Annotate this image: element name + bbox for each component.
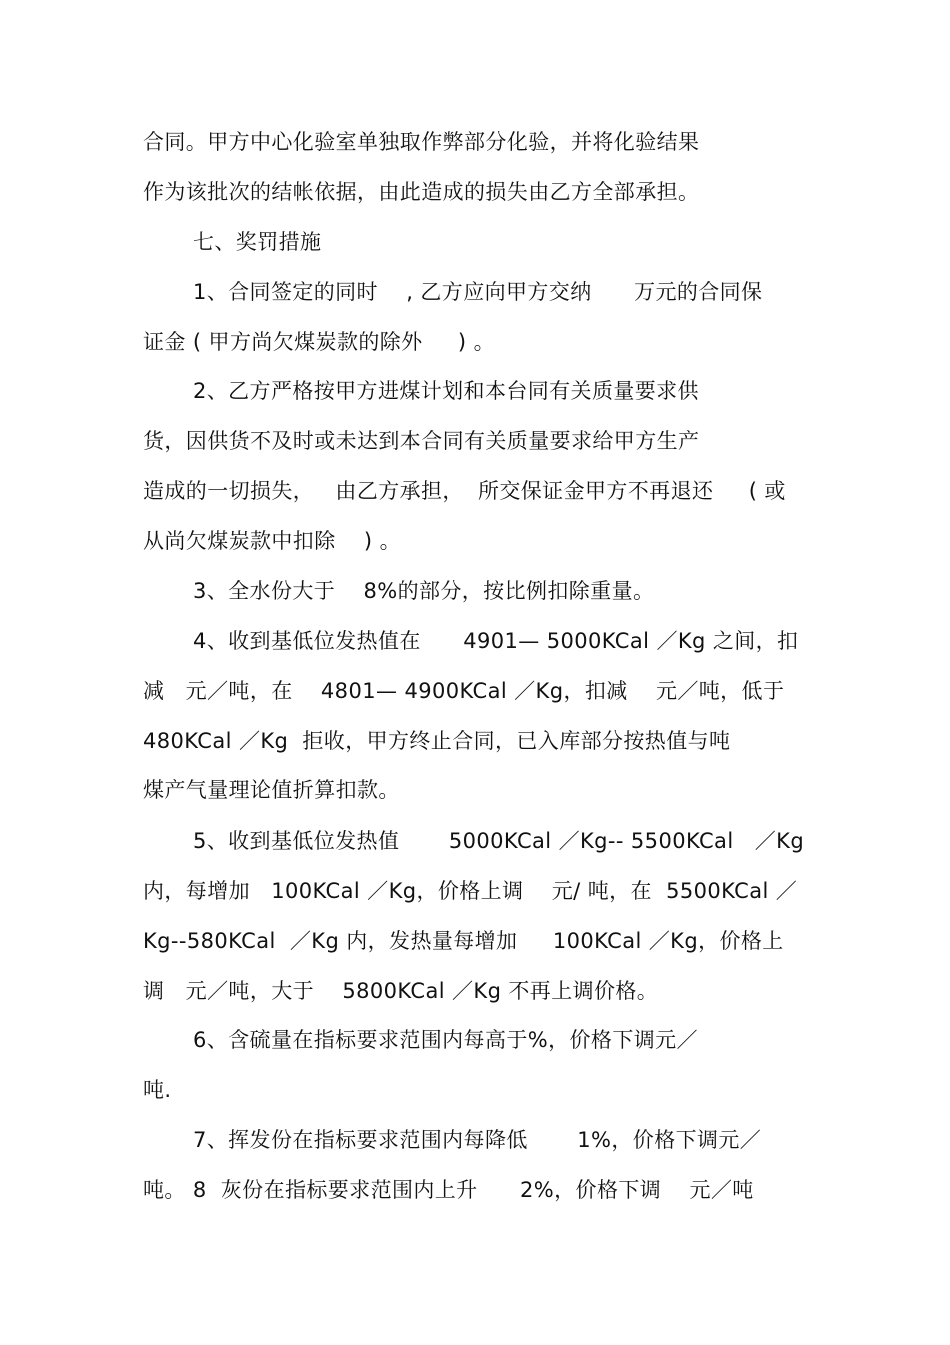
text-line: 证金 ( 甲方尚欠煤炭款的除外 ) 。 <box>143 330 495 354</box>
text-line: 5、收到基低位发热值 5000KCal ／Kg-- 5500KCal ／Kg <box>193 829 805 853</box>
text-line: 调 元／吨，大于 5800KCal ／Kg 不再上调价格。 <box>143 979 659 1003</box>
text-line: 内，每增加 100KCal ／Kg，价格上调 元/ 吨，在 5500KCal ／ <box>143 879 798 903</box>
text-line: 作为该批次的结帐依据，由此造成的损失由乙方全部承担。 <box>143 180 700 204</box>
text-line: 吨. <box>143 1078 172 1102</box>
text-line: 减 元／吨，在 4801— 4900KCal ／Kg，扣减 元／吨，低于 <box>143 679 785 703</box>
text-line: 3、全水份大于 8%的部分，按比例扣除重量。 <box>193 579 655 603</box>
section-heading: 七、奖罚措施 <box>193 230 322 254</box>
text-line: 合同。甲方中心化验室单独取作弊部分化验，并将化验结果 <box>143 130 700 154</box>
text-line: Kg--580KCal ／Kg 内，发热量每增加 100KCal ／Kg，价格上 <box>143 929 784 953</box>
text-line: 吨。 8 灰份在指标要求范围内上升 2%，价格下调 元／吨 <box>143 1178 754 1202</box>
text-line: 4、收到基低位发热值在 4901— 5000KCal ／Kg 之间，扣 <box>193 629 799 653</box>
text-line: 2、乙方严格按甲方进煤计划和本台同有关质量要求供 <box>193 379 699 403</box>
text-line: 煤产气量理论值折算扣款。 <box>143 778 400 802</box>
text-line: 6、含硫量在指标要求范围内每高于%，价格下调元／ <box>193 1028 698 1052</box>
text-line: 从尚欠煤炭款中扣除 ) 。 <box>143 529 401 553</box>
text-line: 货，因供货不及时或未达到本合同有关质量要求给甲方生产 <box>143 429 700 453</box>
text-line: 造成的一切损失， 由乙方承担， 所交保证金甲方不再退还 ( 或 <box>143 479 786 503</box>
text-line: 7、挥发份在指标要求范围内每降低 1%，价格下调元／ <box>193 1128 762 1152</box>
text-line: 1、合同签定的同时 , 乙方应向甲方交纳 万元的合同保 <box>193 280 763 304</box>
text-line: 480KCal ／Kg 拒收，甲方终止合同，已入库部分按热值与吨 <box>143 729 731 753</box>
